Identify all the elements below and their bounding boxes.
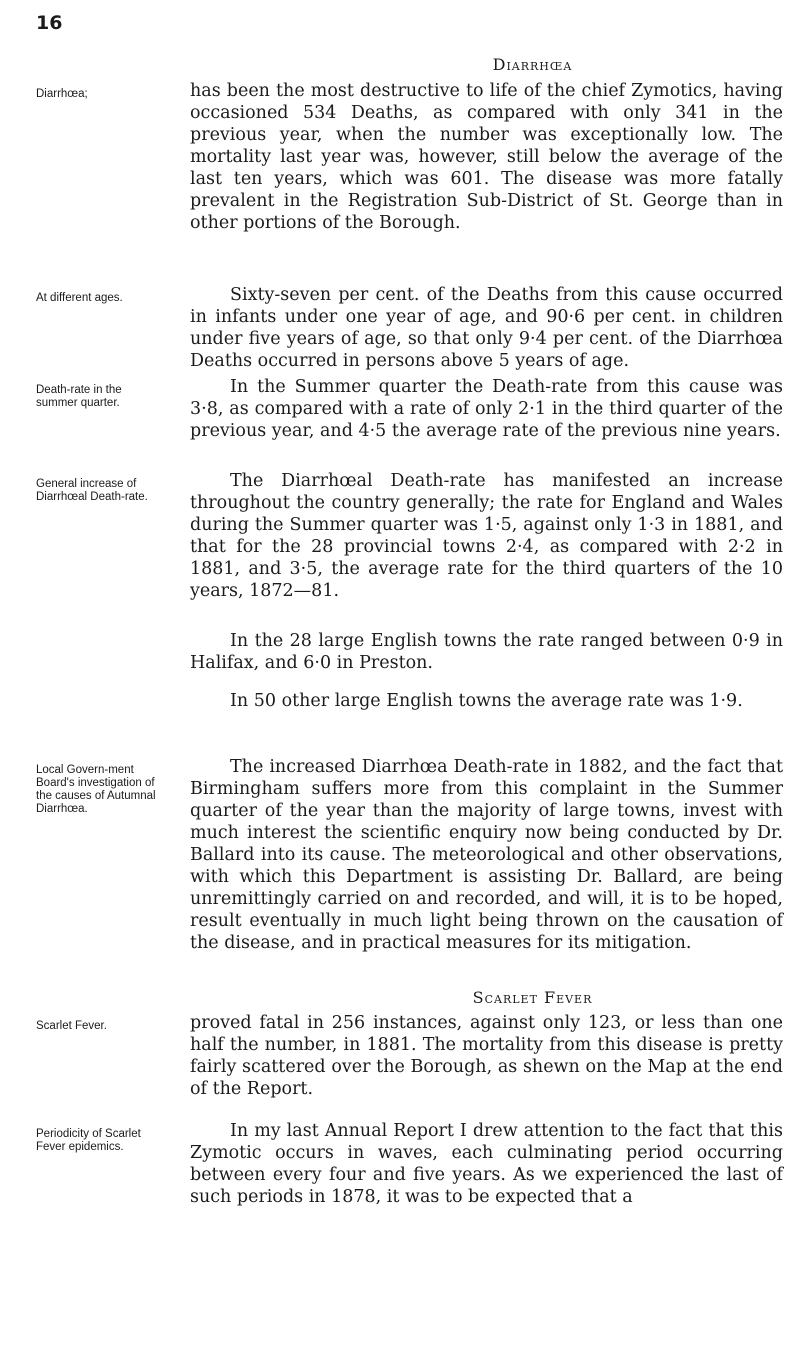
page-number: 16 [36, 12, 63, 34]
margin-note-ages: At different ages. [36, 292, 123, 304]
paragraph-large-towns: In the 28 large English towns the rate ranged between 0·9 in Halifax, and 6·0 in Preston. [190, 631, 783, 673]
paragraph-local-government: The increased Diarrhœa Death-rate in 1882, and the fact that Birmingham suffers more from this complaint in the Summer quarter of the year than the majority of large towns, invest with much interest the scientific enquiry now being conducted by Dr. Ballard into its cause. The meteorological and other observations, with which this Department is assisting Dr. Ballard, are being unremittingly carried on and recorded, and will, it is to be hoped, result eventually in much light being thrown on the causation of the disease, and in practical measures for its mitigation. [190, 757, 783, 953]
margin-note-general-increase: General increase of Diarrhœal Death-rate. [36, 478, 148, 503]
section-heading-scarlet-fever: Scarlet Fever [472, 988, 593, 1007]
margin-note-periodicity: Periodicity of Scarlet Fever epidemics. [36, 1128, 141, 1153]
margin-note-summer-quarter: Death-rate in the summer quarter. [36, 384, 122, 409]
paragraph-general-increase: The Diarrhœal Death-rate has manifested an increase throughout the country generally; the rate for England and Wales during the Summer quarter was 1·5, against only 1·3 in 1881, and that for the 28 provincial towns 2·4, as compared with 2·2 in 1881, and 3·5, the average rate for the third quarters of the 10 years, 1872—81. [190, 471, 783, 601]
margin-note-local-government: Local Govern-ment Board's investigation of the causes of Autumnal Diarrhœa. [36, 764, 156, 815]
paragraph-diarrhoea-intro: has been the most destructive to life of the chief Zymotics, having occasioned 534 Deaths, as compared with only 341 in the previous year, when the number was exceptionally low. The mortality last year was, however, still below the average of the last ten years, which was 601. The disease was more fatally prevalent in the Registration Sub-District of St. George than in other portions of the Borough. [190, 81, 783, 233]
margin-note-diarrhoea: Diarrhœa; [36, 88, 88, 100]
paragraph-periodicity: In my last Annual Report I drew attention to the fact that this Zymotic occurs in waves, each culminating period occurring between every four and five years. As we experienced the last of such periods in 1878, it was to be expected that a [190, 1121, 783, 1207]
margin-note-scarlet-fever: Scarlet Fever. [36, 1020, 107, 1032]
section-heading-diarrhoea: Diarrhœa [492, 55, 573, 74]
paragraph-ages: Sixty-seven per cent. of the Deaths from this cause occurred in infants under one year of age, and 90·6 per cent. in children under five years of age, so that only 9·4 per cent. of the Diarrhœa Deaths occurred in persons above 5 years of age. [190, 285, 783, 371]
paragraph-other-towns: In 50 other large English towns the average rate was 1·9. [230, 691, 743, 711]
paragraph-scarlet-fever: proved fatal in 256 instances, against only 123, or less than one half the number, in 1881. The mortality from this disease is pretty fairly scattered over the Borough, as shewn on the Map at the end of the Report. [190, 1013, 783, 1099]
paragraph-summer-quarter: In the Summer quarter the Death-rate from this cause was 3·8, as compared with a rate of only 2·1 in the third quarter of the previous year, and 4·5 the average rate of the previous nine years. [190, 377, 783, 441]
